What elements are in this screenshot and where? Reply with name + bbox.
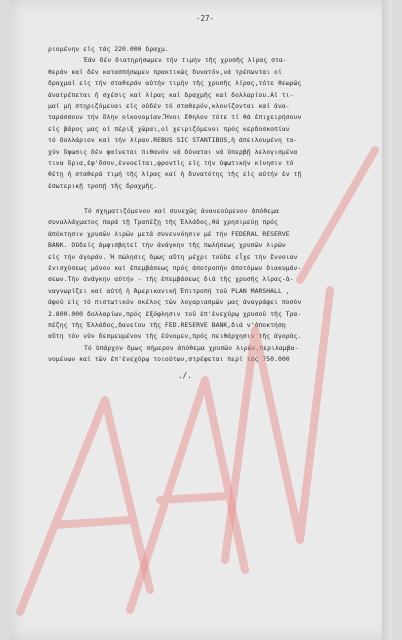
text-line: μαί μή στηριζόμεναι εἰς οὐδέν τό σταθερόν,κλονίζονται καί ἀνα- (48, 101, 290, 110)
text-line: BANK. Οὐδείς ἀμφισβητεῖ τήν ἀνάγκην τῆς πωλήσεως χρυσῶν λιρῶν (48, 241, 286, 250)
text-line: ἐνισχύσεως μόνον καί ἐπεμβάσεως πρός ἀποτροπήν ἀποτόμων διακυμάν- (48, 264, 302, 273)
text-line: θεράν καί δέν κατασπήσωμεν πρακτικῶς δυνατόν,νά τρέπωνται οἱ (48, 67, 282, 76)
text-line: ἀνατρέπεται ἡ σχέσις καί λίρας καί δραχμῆς καί δολλαρίου.Αἱ τι- (48, 90, 294, 99)
text-line: δραχμαί εἰς τήν σταθεράν αὐτήν τιμήν τῆς χρυσῆς λίρας,τότε θεωρῶς (48, 79, 302, 88)
text-line: Τό σχηματιζόμενον καί συνεχῶς ἀνανεούμενον ἀπόθεμα (84, 207, 279, 216)
text-line: τινα ὅρια,ἐφ'ὅσον,ἐννοεῖται,φροντὶς εἰς τήν ὑψωτικήν κίνησιν τό (48, 158, 294, 167)
text-line: εἰς βάρος μας οἱ πέριξ χῶραι,οἱ χειριζόμενοι πρός κερδοσκοπίαν (48, 124, 290, 133)
text-line: θέτῃ ἡ σταθερά τιμή τῆς λίρας καί ἡ δυνατότης τῆς εἰς αὐτήν ἐν τῇ (48, 170, 302, 179)
text-line: χύν ὕψωσις δέν φαίνεται πιθανόν νά δύναται νά ὑπερβῇ λελογισμένα (48, 147, 298, 156)
text-line: ναγνωρίζει καί αὐτή ἡ Ἀμερικανική Ἐπιτροπή τοῦ PLAN MARSHALL , (48, 286, 290, 295)
text-line: συναλλάγματος παρά τῇ Τραπέζῃ τῆς Ἑλλάδος,θά χρησιμεύῃ πρός (48, 218, 278, 227)
body-text (48, 44, 378, 381)
text-line: τό δολλάριον καί τήν λίραν.REBUS SIC STANTIBUS,ἡ ἀπειλουμένη τα- (48, 136, 298, 145)
text-line (48, 192, 378, 206)
text-line: ριομένην εἰς τάς 220.000 δραχμ. (48, 45, 169, 53)
text-line: 2.800.000 δολλαρίων,πρός ἐξόφλησιν τοῦ ἐπ'ἐνεχύρῳ χρυσοῦ τῆς Τρα- (48, 309, 302, 318)
text-line: ταράσσουν τήν ὅλην οἰκονομίαν.Ἤνοι ἔθηλον τότε τί θά ἐπιχειρήσουν (48, 113, 302, 122)
text-line: εἰς τήν ἀγοράν. Ἡ πώλησις ὅμως αὕτη μέχρι τοῦδε εἶχε τήν ἔννοιαν (48, 252, 298, 261)
text-line: ἀφοῦ εἰς τό πιστωτικόν σκέλος τῶν λογαριασμῶν μας ἀναγράφει ποσόν (48, 298, 302, 307)
text-line: σεων.Τήν ἀνάγκην αὐτήν - τῆς ἐπεμβάσεως διά τῆς χρυσῆς λίρας-ἀ- (48, 275, 294, 284)
page-number: -27- (196, 14, 215, 23)
closing-mark: ./. (178, 370, 192, 380)
text-line: Ἐάν δέν διατηρήσωμεν τήν τιμήν τῆς χρυσῆς λίρας στα- (84, 56, 287, 65)
document-page (10, 0, 392, 640)
page-edge (382, 0, 392, 640)
text-line: ἐσωτερικῇ τροπῇ τῆς δραχμῆς. (48, 181, 158, 190)
text-line: νομένων καί τῶν ἐπ'ἐνεχύρῳ τοιούτων,στρέφεται περί τάς 750.000 (48, 355, 290, 364)
text-line: Τό ὑπάρχον ὅμως σήμερον ἀπόθεμα χρυσῶν λιρῶν,περιλαμβα- (84, 343, 299, 352)
text-line: ἀπόκτησιν χρυσῶν λιρῶν μετά συνεννόησιν μέ τήν FEDERAL RESERVE (48, 229, 290, 238)
text-line: αὕτη τόν νῦν δεσμευμένον τῆς ἐύνομεν,πρός πειθάρχησιν τῆς ἀγορᾶς. (48, 332, 302, 341)
text-line: πέζης τῆς Ἑλλάδος,δανείου τῆς FED.RESERVE BANK,διά ν'ἀποκτήσῃ (48, 320, 286, 329)
